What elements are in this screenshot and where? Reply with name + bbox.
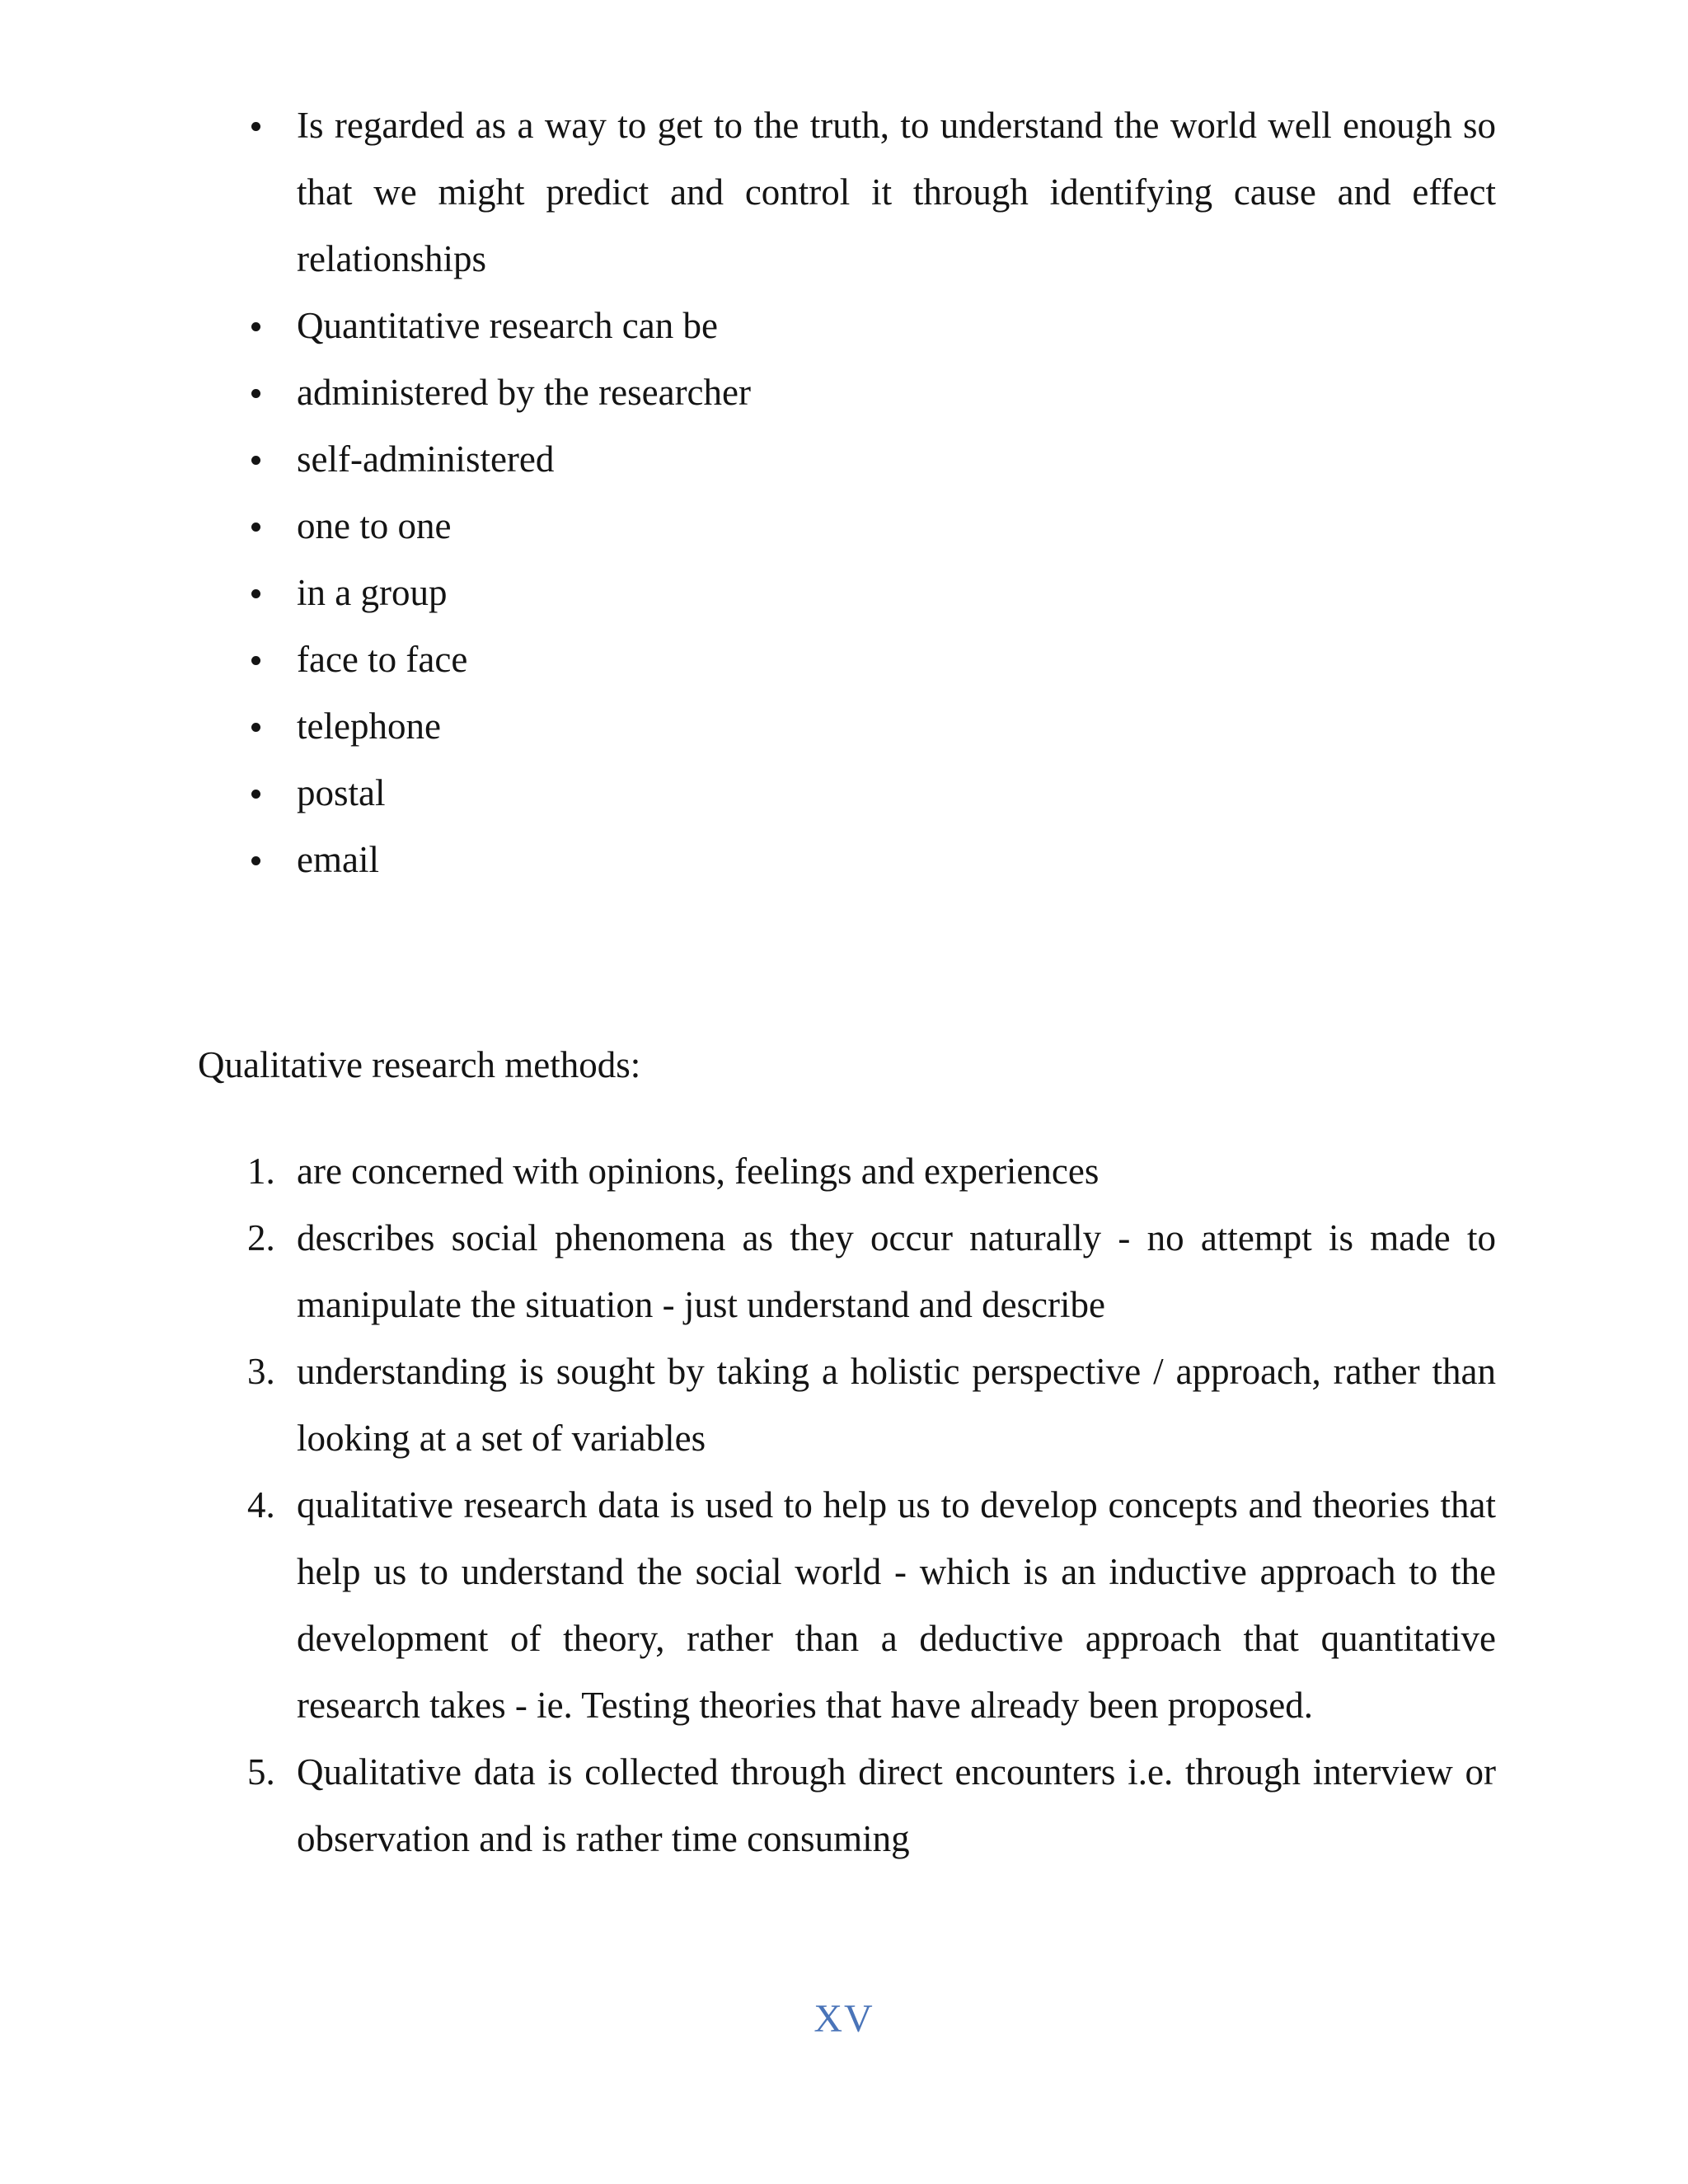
bullet-icon (251, 656, 260, 665)
bullet-icon (251, 322, 260, 331)
bullet-item (239, 293, 1496, 359)
bullet-text: face to face (297, 639, 468, 680)
bullet-item (239, 359, 1496, 426)
bullet-icon (251, 389, 260, 398)
list-number: 4. (247, 1484, 275, 1526)
bullet-item (239, 493, 1496, 560)
numbered-text: qualitative research data is used to help us to develop concepts and theories that help us to understand the social world - which is an inductive approach to the development of theory, rather than a deductive approach that quantitative research takes - ie. Testing theories that have already been proposed. (297, 1484, 1496, 1726)
list-number: 5. (247, 1751, 275, 1793)
numbered-text: describes social phenomena as they occur naturally - no attempt is made to manipulate the situation - just understand and describe (297, 1217, 1496, 1325)
numbered-text: Qualitative data is collected through direct encounters i.e. through interview or observation and is rather time consuming (297, 1751, 1496, 1859)
bullet-item (239, 693, 1496, 760)
bullet-item (239, 760, 1496, 827)
bullet-text: postal (297, 772, 386, 813)
bullet-item (239, 626, 1496, 693)
list-number: 3. (247, 1351, 275, 1392)
bullet-icon (251, 723, 260, 732)
bullet-text: one to one (297, 505, 452, 546)
bullet-item (239, 426, 1496, 493)
page-number: XV (814, 1997, 874, 2041)
numbered-list (239, 1138, 1496, 1872)
bullet-icon (251, 523, 260, 532)
bullet-icon (251, 589, 260, 598)
bullet-text: self-administered (297, 438, 555, 480)
bullet-item (239, 92, 1496, 293)
list-number: 2. (247, 1217, 275, 1258)
numbered-item (239, 1138, 1496, 1205)
bullet-list (239, 92, 1496, 893)
numbered-item (239, 1205, 1496, 1338)
bullet-text: telephone (297, 705, 441, 747)
bullet-text: administered by the researcher (297, 372, 751, 413)
bullet-text: email (297, 839, 379, 880)
numbered-item (239, 1472, 1496, 1739)
bullet-text: Quantitative research can be (297, 305, 718, 346)
bullet-text: Is regarded as a way to get to the truth, to understand the world well enough so that we might predict and control it through identifying cause and effect relationships (297, 105, 1496, 279)
bullet-text: in a group (297, 572, 448, 613)
bullet-item (239, 827, 1496, 893)
bullet-icon (251, 456, 260, 465)
bullet-icon (251, 790, 260, 799)
numbered-item (239, 1338, 1496, 1472)
section-heading: Qualitative research methods: (198, 1044, 641, 1085)
numbered-text: are concerned with opinions, feelings and experiences (297, 1151, 1100, 1192)
numbered-text: understanding is sought by taking a holistic perspective / approach, rather than looking at a set of variables (297, 1351, 1496, 1459)
bullet-item (239, 560, 1496, 626)
list-number: 1. (247, 1151, 275, 1192)
numbered-item (239, 1739, 1496, 1872)
bullet-icon (251, 122, 260, 131)
bullet-icon (251, 856, 260, 865)
